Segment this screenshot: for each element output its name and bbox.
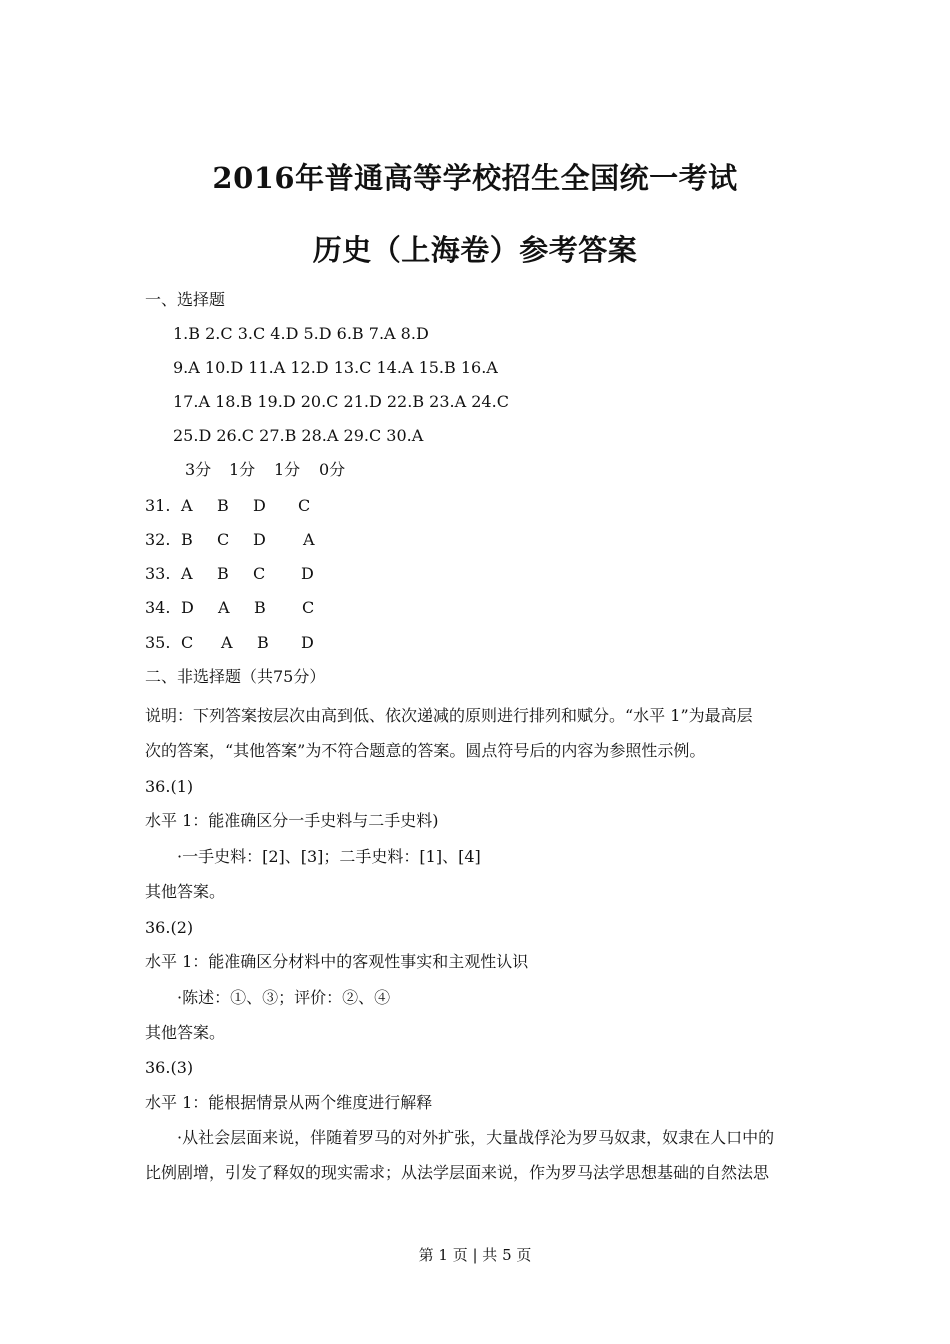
answer-row: 25.D 26.C 27.B 28.A 29.C 30.A <box>173 426 424 445</box>
example-text: 比例剧增，引发了释奴的现实需求；从法学层面来说，作为罗马法学思想基础的自然法思 <box>145 1163 770 1182</box>
answer-row: 9.A 10.D 11.A 12.D 13.C 14.A 15.B 16.A <box>173 358 498 377</box>
question-number: 33. <box>145 564 171 583</box>
answer-cell: B <box>181 530 193 549</box>
answer-cell: A <box>181 564 193 583</box>
example-text: ·陈述：①、③；评价：②、④ <box>177 988 391 1007</box>
level-text: 水平 1：能准确区分一手史料与二手史料) <box>145 811 439 830</box>
section-heading-nonchoice: 二、非选择题（共75分） <box>145 667 326 686</box>
other-answer-text: 其他答案。 <box>145 1023 226 1042</box>
other-answer-text: 其他答案。 <box>145 882 226 901</box>
answer-cell: D <box>181 598 194 617</box>
question-number: 31. <box>145 496 171 515</box>
answer-cell: A <box>218 598 230 617</box>
section-heading-choice: 一、选择题 <box>145 290 226 309</box>
example-text: ·一手史料：[2]、[3]；二手史料：[1]、[4] <box>177 847 481 866</box>
answer-cell: C <box>302 598 315 617</box>
answer-cell: C <box>253 564 266 583</box>
question-number: 35. <box>145 633 171 652</box>
question-number: 34. <box>145 598 171 617</box>
level-text: 水平 1：能准确区分材料中的客观性事实和主观性认识 <box>145 952 529 971</box>
document-subtitle: 历史（上海卷）参考答案 <box>312 233 638 267</box>
answer-cell: B <box>254 598 266 617</box>
answer-cell: B <box>257 633 269 652</box>
answer-cell: D <box>253 530 266 549</box>
score-header-cell: 0分 <box>319 460 346 479</box>
question-label: 36.(2) <box>145 918 194 937</box>
answer-cell: A <box>221 633 233 652</box>
answer-row: 17.A 18.B 19.D 20.C 21.D 22.B 23.A 24.C <box>173 392 509 411</box>
answer-cell: D <box>301 633 314 652</box>
answer-cell: C <box>181 633 194 652</box>
answer-cell: A <box>181 496 193 515</box>
question-number: 32. <box>145 530 171 549</box>
answer-cell: D <box>301 564 314 583</box>
score-header-cell: 1分 <box>229 460 256 479</box>
answer-cell: A <box>303 530 315 549</box>
example-text: ·从社会层面来说，伴随着罗马的对外扩张，大量战俘沦为罗马奴隶，奴隶在人口中的 <box>177 1128 775 1147</box>
score-header-cell: 1分 <box>274 460 301 479</box>
answer-cell: D <box>253 496 266 515</box>
answer-cell: B <box>217 564 229 583</box>
answer-row: 1.B 2.C 3.C 4.D 5.D 6.B 7.A 8.D <box>173 324 429 343</box>
answer-cell: C <box>298 496 311 515</box>
level-text: 水平 1：能根据情景从两个维度进行解释 <box>145 1093 433 1112</box>
page-footer: 第 1 页 | 共 5 页 <box>418 1246 532 1264</box>
score-header-cell: 3分 <box>185 460 212 479</box>
answer-cell: C <box>217 530 230 549</box>
answer-cell: B <box>217 496 229 515</box>
document-title: 2016年普通高等学校招生全国统一考试 <box>212 161 738 195</box>
question-label: 36.(3) <box>145 1058 194 1077</box>
note-text: 次的答案，“其他答案”为不符合题意的答案。圆点符号后的内容为参照性示例。 <box>145 741 706 760</box>
note-text: 说明：下列答案按层次由高到低、依次递减的原则进行排列和赋分。“水平 1”为最高层 <box>145 706 753 725</box>
question-label: 36.(1) <box>145 777 194 796</box>
